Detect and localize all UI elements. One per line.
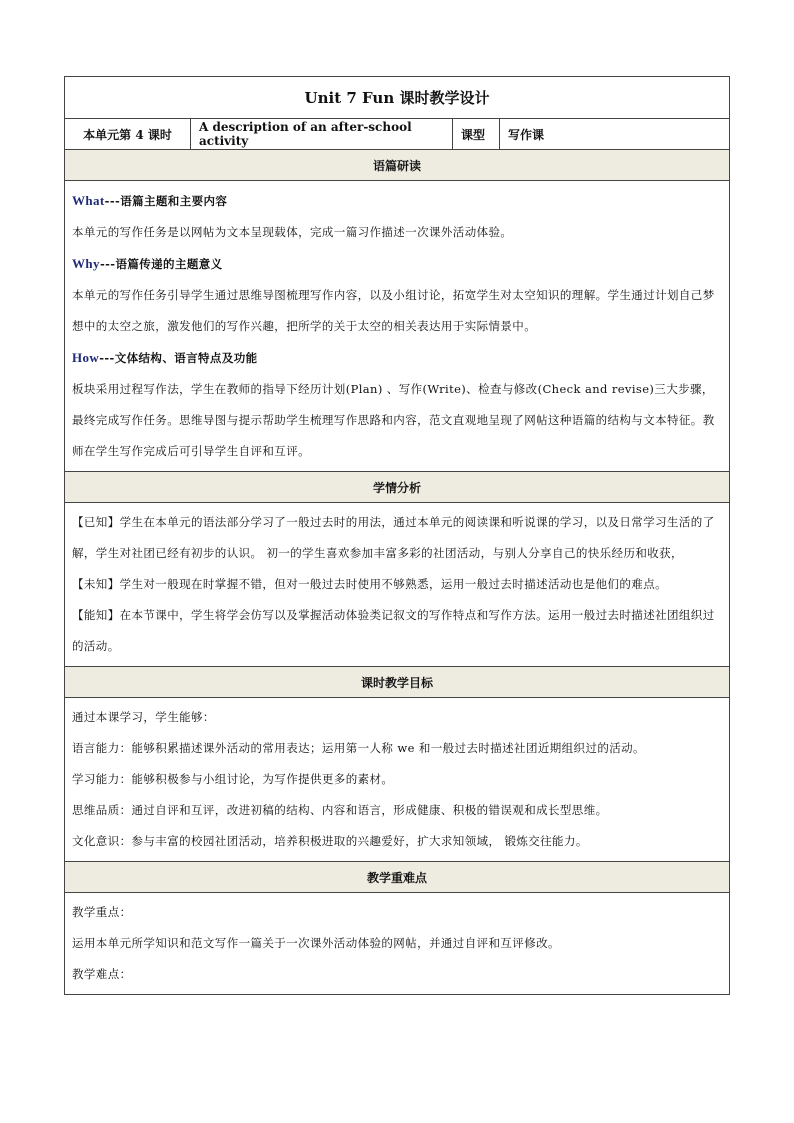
- section-body-objectives: [65, 698, 729, 862]
- why-heading: Why---语篇传递的主题意义: [72, 256, 223, 271]
- section-body-learner-analysis: [65, 503, 729, 667]
- lesson-topic: A description of an after-school activity: [191, 119, 453, 149]
- objective-learning: 学习能力：能够积极参与小组讨论，为写作提供更多的素材。: [72, 772, 394, 786]
- difficulty-label: 教学难点：: [72, 967, 132, 981]
- objective-culture: 文化意识：参与丰富的校园社团活动，培养积极进取的兴趣爱好，扩大求知领域， 锻炼交往能力。: [72, 834, 588, 848]
- objectives-intro: 通过本课学习，学生能够：: [72, 710, 215, 724]
- lesson-type-value: 写作课: [508, 127, 545, 142]
- objective-thinking: 思维品质：通过自评和互评，改进初稿的结构、内容和语言，形成健康、积极的错误观和成长型思维。: [72, 803, 608, 817]
- lesson-plan-table: [64, 76, 730, 995]
- known-text: 【已知】学生在本单元的语法部分学习了一般过去时的用法，通过本单元的阅读课和听说课的学习，以及日常学习生活的了解，学生对社团已经有初步的认识。 初一的学生喜欢参加丰富多彩的社团活动，与别人分享自己的快乐经历和收获，: [72, 515, 715, 560]
- how-heading: How---文体结构、语言特点及功能: [72, 350, 258, 365]
- section-heading-text-analysis: 语篇研读: [65, 150, 729, 181]
- lesson-type-label: 课型: [453, 119, 500, 149]
- section-heading-learner-analysis: 学情分析: [65, 472, 729, 503]
- what-heading: What---语篇主题和主要内容: [72, 193, 228, 208]
- what-text: 本单元的写作任务是以网帖为文本呈现载体，完成一篇习作描述一次课外活动体验。: [72, 225, 513, 239]
- info-row: [65, 119, 729, 150]
- able-text: 【能知】在本节课中，学生将学会仿写以及掌握活动体验类记叙文的写作特点和写作方法。运用一般过去时描述社团组织过的活动。: [72, 608, 715, 653]
- section-heading-key-points: 教学重难点: [65, 862, 729, 893]
- focus-text: 运用本单元所学知识和范文写作一篇关于一次课外活动体验的网帖，并通过自评和互评修改。: [72, 936, 560, 950]
- section-body-key-points: [65, 893, 729, 994]
- section-heading-objectives: 课时教学目标: [65, 667, 729, 698]
- lesson-number: 本单元第 4 课时: [65, 119, 191, 149]
- unknown-text: 【未知】学生对一般现在时掌握不错，但对一般过去时使用不够熟悉，运用一般过去时描述活动也是他们的难点。: [72, 577, 667, 591]
- document-title: Unit 7 Fun 课时教学设计: [65, 77, 729, 119]
- section-body-text-analysis: [65, 181, 729, 472]
- why-text: 本单元的写作任务引导学生通过思维导图梳理写作内容，以及小组讨论，拓宽学生对太空知识的理解。学生通过计划自己梦想中的太空之旅，激发他们的写作兴趣，把所学的关于太空的相关表达用于实际情景中。: [72, 288, 715, 333]
- focus-label: 教学重点：: [72, 905, 132, 919]
- how-text: 板块采用过程写作法，学生在教师的指导下经历计划(Plan) 、写作(Write)、检查与修改(Check and revise)三大步骤，最终完成写作任务。思维导图与提示帮助学生梳理写作思路和内容，范文直观地呈现了网帖这种语篇的结构与文本特征。教师在学生写作完成后可引导学生自评和互评。: [72, 382, 715, 458]
- objective-language: 语言能力：能够积累描述课外活动的常用表达；运用第一人称 we 和一般过去时描述社团近期组织过的活动。: [72, 741, 645, 755]
